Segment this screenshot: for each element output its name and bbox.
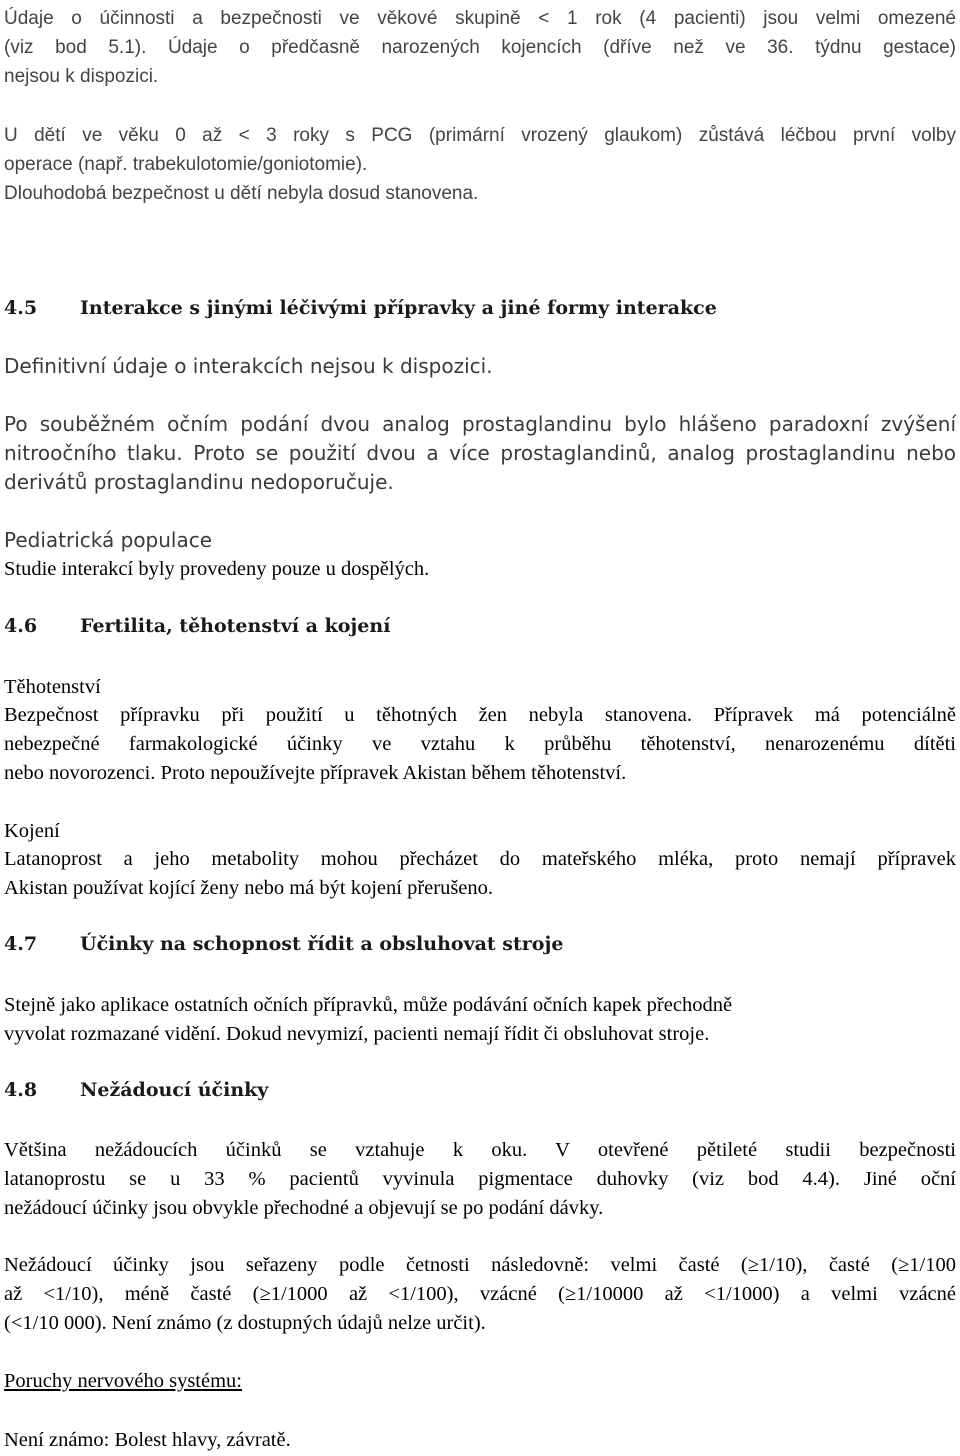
pcg-paragraph-line: Dlouhodobá bezpečnost u dětí nebyla dosud stanovena. [4,183,479,204]
subheading-pregnancy: Těhotenství [4,676,101,698]
paragraph-line: (<1/10 000). Není známo (z dostupných údajů nelze určit). [4,1312,486,1334]
paragraph-line: Definitivní údaje o interakcích nejsou k dispozici. [4,354,493,378]
section-heading-4-6 [4,615,390,637]
subheading-nervous-system: Poruchy nervového systému: [4,1370,242,1392]
top-paragraph-line: nejsou k dispozici. [4,66,159,87]
paragraph-line: Není známo: Bolest hlavy, závratě. [4,1429,291,1451]
paragraph-line: Stejně jako aplikace ostatních očních přípravků, může podávání očních kapek přechodně [4,994,733,1016]
section-number: 4.6 [4,615,38,637]
paragraph-line: Latanoprost a jeho metabolity mohou přecházet do mateřského mléka, proto nemají přípravek [4,848,956,870]
paragraph-line: Akistan používat kojící ženy nebo má být kojení přerušeno. [4,877,494,899]
paragraph-line: Bezpečnost přípravku při použití u těhotných žen nebyla stanovena. Přípravek má potenciálně [4,704,956,726]
paragraph-line: Nežádoucí účinky jsou seřazeny podle četnosti následovně: velmi časté (≥1/10), časté (≥1/100 [4,1254,956,1276]
paragraph-line: nežádoucí účinky jsou obvykle přechodné a objevují se po podání dávky. [4,1197,604,1219]
paragraph-line: nebo novorozenci. Proto nepoužívejte přípravek Akistan během těhotenství. [4,762,627,784]
section-number: 4.5 [4,297,38,319]
paragraph-line: Po souběžném očním podání dvou analog prostaglandinu bylo hlášeno paradoxní zvýšení [4,412,956,436]
section-heading-4-5 [4,297,717,319]
paragraph-line: nitroočního tlaku. Proto se použití dvou a více prostaglandinů, analog prostaglandinu nebo [4,441,956,465]
paragraph-line: nebezpečné farmakologické účinky ve vztahu k průběhu těhotenství, nenarozenému dítěti [4,733,956,755]
paragraph-line: až <1/10), méně časté (≥1/1000 až <1/100), vzácné (≥1/10000 až <1/1000) a velmi vzácné [4,1283,956,1305]
section-title: Interakce s jinými léčivými přípravky a jiné formy interakce [80,297,717,319]
section-title: Nežádoucí účinky [80,1079,269,1101]
pcg-paragraph-line: U dětí ve věku 0 až < 3 roky s PCG (primární vrozený glaukom) zůstává léčbou první volby [4,125,956,146]
top-paragraph-line: Údaje o účinnosti a bezpečnosti ve věkové skupině < 1 rok (4 pacienti) jsou velmi omezené [4,8,956,29]
paragraph-line: Studie interakcí byly provedeny pouze u dospělých. [4,558,430,580]
pcg-paragraph-line: operace (např. trabekulotomie/goniotomie). [4,154,368,175]
section-heading-4-7 [4,933,563,955]
section-number: 4.7 [4,933,38,955]
section-title: Účinky na schopnost řídit a obsluhovat stroje [80,933,564,955]
paragraph-line: vyvolat rozmazané vidění. Dokud nevymizí, pacienti nemají řídit či obsluhovat stroje. [4,1023,710,1045]
paragraph-line: Většina nežádoucích účinků se vztahuje k oku. V otevřené pětileté studii bezpečnosti [4,1139,956,1161]
paragraph-line: latanoprostu se u 33 % pacientů vyvinula pigmentace duhovky (viz bod 4.4). Jiné oční [4,1168,956,1190]
paragraph-line: derivátů prostaglandinu nedoporučuje. [4,470,394,494]
subheading-pediatric: Pediatrická populace [4,528,213,552]
section-number: 4.8 [4,1079,38,1101]
top-paragraph-line: (viz bod 5.1). Údaje o předčasně narozených kojencích (dříve než ve 36. týdnu gestace) [4,37,956,58]
section-heading-4-8 [4,1079,268,1101]
section-title: Fertilita, těhotenství a kojení [80,615,391,637]
subheading-breastfeeding: Kojení [4,820,60,842]
